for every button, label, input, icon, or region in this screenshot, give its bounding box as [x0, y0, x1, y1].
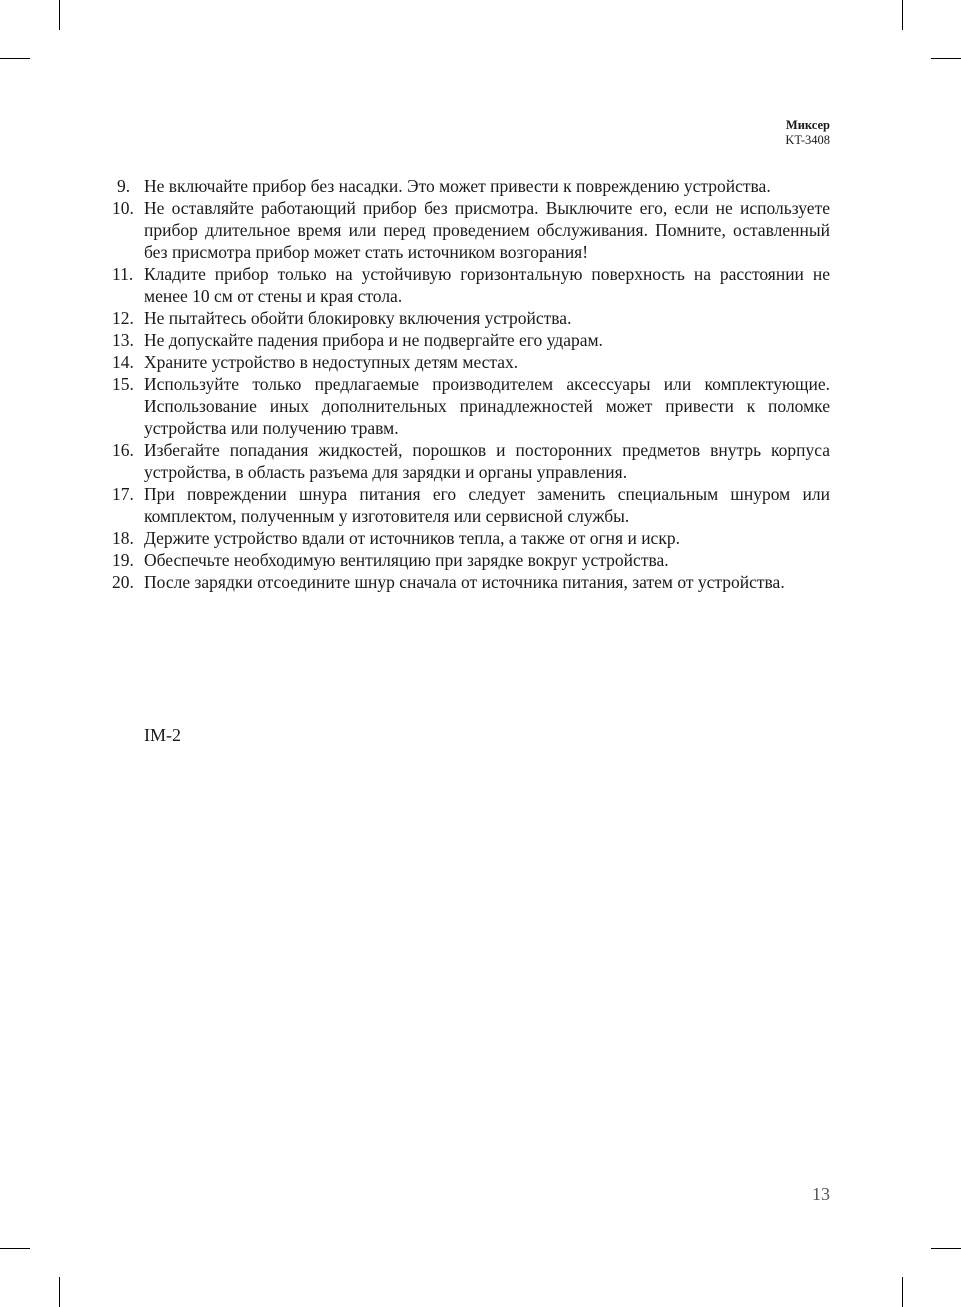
- list-item: [112, 351, 830, 373]
- item-number: 13.: [112, 330, 134, 350]
- crop-mark-bottom-right-h: [931, 1248, 961, 1249]
- item-text: При повреждении шнура питания его следует заменить специальным шнуром или комплектом, полученным у изготовителя или сервисной службы.: [144, 484, 830, 526]
- crop-mark-top-left-h: [0, 58, 30, 59]
- item-number: 9.: [117, 176, 131, 196]
- item-number: 12.: [112, 308, 134, 328]
- list-item: [112, 527, 830, 549]
- item-number: 19.: [112, 550, 134, 570]
- item-text: Не пытайтесь обойти блокировку включения устройства.: [144, 308, 572, 328]
- item-text: Не допускайте падения прибора и не подвергайте его ударам.: [144, 330, 603, 350]
- crop-mark-bottom-right-v: [902, 1277, 903, 1307]
- list-item: [112, 483, 830, 527]
- list-item: [112, 263, 830, 307]
- item-text: Не включайте прибор без насадки. Это может привести к повреждению устройства.: [144, 176, 771, 196]
- item-text: Держите устройство вдали от источников тепла, а также от огня и искр.: [144, 528, 680, 548]
- crop-mark-bottom-left-h: [0, 1248, 30, 1249]
- list-item: [112, 307, 830, 329]
- safety-instructions-list: [112, 175, 830, 593]
- list-item: [112, 549, 830, 571]
- running-header: [785, 118, 830, 148]
- list-item: [112, 439, 830, 483]
- item-text: Используйте только предлагаемые производителем аксессуары или комплектующие. Использование иных дополнительных принадлежностей может привести к поломке устройства или получению травм.: [144, 374, 830, 438]
- crop-mark-top-right-v: [902, 0, 903, 30]
- item-number: 18.: [112, 528, 134, 548]
- list-item: [112, 373, 830, 439]
- item-number: 16.: [112, 440, 134, 460]
- item-number: 14.: [112, 352, 134, 372]
- list-item: [112, 571, 830, 593]
- item-number: 20.: [112, 572, 134, 592]
- page-number: 13: [812, 1184, 830, 1204]
- im-code: IM-2: [144, 725, 181, 745]
- item-number: 17.: [112, 484, 134, 504]
- item-number: 15.: [112, 374, 134, 394]
- item-number: 11.: [112, 264, 134, 284]
- list-item: [112, 329, 830, 351]
- product-name: Миксер: [785, 118, 830, 132]
- item-text: Кладите прибор только на устойчивую горизонтальную поверхность на расстоянии не менее 10 см от стены и края стола.: [144, 264, 830, 306]
- item-text: После зарядки отсоедините шнур сначала от источника питания, затем от устройства.: [144, 572, 785, 592]
- model-number: KT-3408: [785, 133, 830, 147]
- item-number: 10.: [112, 198, 134, 218]
- item-text: Избегайте попадания жидкостей, порошков и посторонних предметов внутрь корпуса устройства, в область разъема для зарядки и органы управления.: [144, 440, 830, 482]
- item-text: Обеспечьте необходимую вентиляцию при зарядке вокруг устройства.: [144, 550, 669, 570]
- item-text: Храните устройство в недоступных детям местах.: [144, 352, 519, 372]
- item-text: Не оставляйте работающий прибор без присмотра. Выключите его, если не используете прибор длительное время или перед проведением обслуживания. Помните, оставленный без присмотра прибор может стать источником возгорания!: [144, 198, 830, 262]
- crop-mark-bottom-left-v: [59, 1277, 60, 1307]
- crop-mark-top-left-v: [59, 0, 60, 30]
- crop-mark-top-right-h: [931, 58, 961, 59]
- list-item: [112, 197, 830, 263]
- list-item: [112, 175, 830, 197]
